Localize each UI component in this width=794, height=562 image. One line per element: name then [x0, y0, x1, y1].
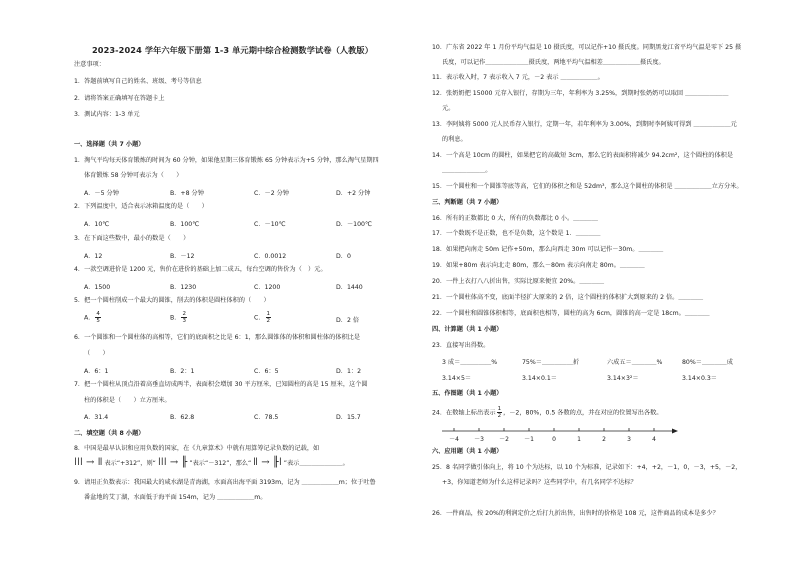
q5-option-b — [170, 311, 188, 324]
q4-option-c: C．1200 — [254, 284, 281, 291]
q1-option-a: A．－5 分钟 — [84, 190, 119, 197]
fraction-denominator: 2 — [266, 318, 271, 324]
q7-option-b: B．62.8 — [170, 414, 195, 421]
q3-option-c: C．0.0012 — [254, 253, 287, 260]
number-line-tick-label: 2 — [602, 436, 606, 443]
rod-numeral-1: ǀǀǀ → ǁ — [74, 457, 103, 468]
q23-line1: 23．直接写出得数。 — [432, 342, 490, 349]
section-draw: 五、作图题（共 1 小题） — [432, 390, 503, 397]
q13-line2: 的利息。 — [442, 136, 467, 143]
q7-option-a: A．31.4 — [84, 414, 109, 421]
q23-item-1: 3 成＝＿＿＿＿＿% — [442, 359, 498, 366]
q8-line1: 8．中国是最早认识和应用负数的国家，在《九章算术》中就有用算筹记录负数的记载，如 — [74, 445, 320, 452]
q7-option-c: C．78.5 — [254, 414, 279, 421]
q1-line1: 1．淘气平均每天体育锻炼的时间为 60 分钟，如果他星期三体育锻炼 65 分钟表示为+5 分钟，那么淘气星期四 — [74, 157, 379, 164]
q5-option-a-fraction — [95, 311, 101, 324]
number-line-tick-label: －1 — [524, 436, 534, 443]
section-fill: 二、填空题（共 8 小题） — [74, 430, 145, 437]
q24-text-b: ，－2，80%，0.5 各数的点，并在对应的位置写出各数。 — [503, 409, 663, 417]
q4-line1: 4．一款空调进价是 1200 元，售价在进价的基础上加二成五，每台空调的售价为（ ）元。 — [74, 266, 327, 273]
q5-option-b-fraction — [181, 311, 187, 324]
q24-fraction — [497, 406, 503, 419]
q17: 17．一个数既不是正数，也不是负数，这个数是 1．＿＿＿＿ — [432, 230, 601, 237]
q5-option-a-label: A． — [84, 314, 95, 322]
q6-option-b: B．2：1 — [170, 368, 195, 375]
q2-option-c: C．－10℃ — [254, 221, 286, 228]
q4-option-d: D．1440 — [336, 284, 363, 291]
q26: 26．一件商品，按 20%的利润定价之后打九折出售，出售时的价格是 108 元，这件商品的成本是多少？ — [432, 510, 719, 517]
q5-option-b-label: B． — [170, 314, 181, 322]
q24-text-a: 24．在数轴上标出表示 — [432, 409, 496, 417]
q14-line2: ＿＿＿＿＿＿＿。 — [442, 167, 492, 174]
q23-item-3: 六成五＝＿＿＿＿% — [607, 359, 663, 366]
number-line-tick-label: 3 — [627, 436, 631, 443]
q23-item-2: 75%＝＿＿＿＿＿折 — [522, 359, 580, 366]
q10-line2: 氏度，可以记作＿＿＿＿＿＿＿摄氏度，两地平均气温相差＿＿＿＿＿＿摄氏度。 — [442, 59, 665, 66]
notice-1: 1．答题前填写自己的姓名、班级、考号等信息 — [74, 78, 202, 85]
q1-option-d: D．+2 分钟 — [336, 190, 371, 197]
exam-title: 2023-2024 学年六年级下册第 1-3 单元期中综合检测数学试卷（人教版） — [92, 45, 374, 55]
q25-line1: 25．8 名同学做引体向上，将 10 个为达标，以 10 个为标准，记录如下：+4，+2，－1，0，－3，+5，－2， — [432, 464, 742, 471]
q13-line1: 13．李阿姨将 5000 元人民币存入银行，定期一年，若年利率为 3.00%，到期时李阿姨可得到 ＿＿＿＿＿＿元 — [432, 121, 737, 128]
section-judge: 三、判断题（共 7 小题） — [432, 199, 503, 206]
q1-option-c: C．－2 分钟 — [254, 190, 289, 197]
q9-line2: 番盆地的艾丁湖，水面低于海平面 154m，记为 ＿＿＿＿＿＿m。 — [84, 494, 267, 501]
q2-option-b: B．100℃ — [170, 221, 200, 228]
q25-line2: +3，你知道老师为什么这样记录吗？这些同学中，有几名同学不达标？ — [442, 479, 637, 486]
section-choice: 一、选择题（共 7 小题） — [74, 141, 145, 148]
q22: 22．一个圆柱和圆锥体积相等，底面积也相等，圆柱的高为 6cm，圆锥的高一定是 18cm。＿＿＿＿ — [432, 310, 710, 317]
q7-line2: 柱的体积是（ ）立方厘米。 — [84, 397, 171, 404]
q11-line1: 11．表示收入时，7 表示收入 7 元，－2 表示 ＿＿＿＿＿＿。 — [432, 74, 604, 81]
q23-item-4: 80%＝＿＿＿＿成 — [682, 359, 733, 366]
number-line-tick-label: －4 — [449, 436, 459, 443]
q5-option-c-label: C． — [254, 314, 265, 322]
number-line-tick-label: 4 — [652, 436, 656, 443]
q15-line1: 15．一个圆柱和一个圆锥等底等高，它们的体积之和是 52dm³，那么这个圆柱的体积是 ＿＿＿＿＿＿立方分米。 — [432, 183, 743, 190]
number-line-tick-label: －2 — [499, 436, 509, 443]
q3-option-d: D．0 — [336, 253, 351, 260]
q6-option-d: D．1：2 — [336, 368, 362, 375]
q7-line1: 7．把一个圆柱从顶点沿着高垂直切成两半，表面积会增加 30 平方厘米，已知圆柱的高是 15 厘米，这个圆 — [74, 381, 368, 388]
q23-item-8: 3.14×0.3＝ — [682, 375, 717, 382]
q5-option-d: D．2 倍 — [336, 317, 360, 324]
q2-line1: 2．下列温度中，适合表示冰箱温度的是（ ） — [74, 203, 208, 210]
q12-line2: 元。 — [442, 105, 455, 112]
q6-line2: （ ） — [84, 350, 109, 357]
q9-line1: 9．请用正负数表示：我国最大的咸水湖是青海湖，水面高出海平面 3193m，记为 ＿＿＿＿＿＿m；位于吐鲁 — [74, 479, 376, 486]
number-line-tick-label: 0 — [552, 436, 556, 443]
q2-option-a: A．10℃ — [84, 221, 110, 228]
q3-line1: 3．在下面这些数中，最小的数是（ ） — [74, 235, 190, 242]
q21: 21．一个圆柱体高不变，底面半径扩大原来的 2 倍，这个圆柱的体积扩大到原来的 2 倍。＿＿＿＿ — [432, 294, 704, 301]
q18: 18．如果把向南走 50m 记作+50m，那么向西走 30m 可以记作－30m。＿＿＿＿ — [432, 246, 664, 253]
q8-text-3: ”表示＿＿＿＿＿＿＿。 — [283, 460, 349, 467]
notice-3: 3．测试内容：1-3 单元 — [74, 111, 140, 118]
q8-text-2: ”表示“－312”，那么“ — [189, 460, 252, 467]
q5-option-a — [84, 311, 102, 324]
q16: 16．所有的正数都比 0 大，所有的负数都比 0 小。＿＿＿＿ — [432, 215, 598, 222]
notice-2: 2．请将答案正确填写在答题卡上 — [74, 95, 165, 102]
fraction-denominator: 5 — [96, 318, 100, 324]
q7-option-d: D．15.7 — [336, 414, 361, 421]
q5-option-c — [254, 311, 272, 324]
q6-option-c: C．6：5 — [254, 368, 279, 375]
q5-line1: 5．把一个圆柱削成一个最大的圆锥，削去的体积是圆柱体积的（ ） — [74, 297, 270, 304]
q10-line1: 10．广东省 2022 年 1 月份平均气温是 10 摄氏度，可以记作+10 摄氏度。同期黑龙江省平均气温是零下 25 摄 — [432, 44, 742, 51]
q5-option-c-fraction — [266, 311, 272, 324]
section-calc: 四、计算题（共 1 小题） — [432, 326, 503, 333]
number-line-arrow — [672, 429, 678, 434]
q23-item-6: 3.14×0.1＝ — [522, 375, 557, 382]
q24-line1 — [432, 406, 663, 419]
fraction-numerator: 2 — [182, 311, 186, 317]
fraction-denominator: 3 — [182, 318, 186, 324]
fraction-numerator: 1 — [497, 406, 502, 412]
q1-option-b: B．+8 分钟 — [170, 190, 204, 197]
q23-item-7: 3.14×3²＝ — [607, 375, 639, 382]
q3-option-b: B．－12 — [170, 253, 195, 260]
q12-line1: 12．张奶奶把 15000 元存入银行，存期为三年，年利率为 3.25%，到期时张奶奶可以取回 ＿＿＿＿＿＿＿ — [432, 90, 729, 97]
number-line-tick-label: 1 — [577, 436, 581, 443]
notice-heading: 注意事项： — [74, 61, 105, 68]
q4-option-b: B．1230 — [170, 284, 197, 291]
q8-line2 — [74, 459, 349, 468]
number-line — [442, 424, 682, 446]
q6-line1: 6．一个圆锥和一个圆柱体的高相等，它们的底面积之比是 6：1，那么圆锥体的体积和圆柱体的体积比是 — [74, 334, 361, 341]
rod-numeral-3: ǁ → ╟ǀ — [253, 457, 282, 468]
q23-item-5: 3.14×5＝ — [442, 375, 472, 382]
q8-text-1: 表示“+312”，则“ — [104, 460, 156, 467]
fraction-numerator: 1 — [266, 311, 271, 317]
fraction-numerator: 4 — [96, 311, 100, 317]
q4-option-a: A．1500 — [84, 284, 111, 291]
q6-option-a: A．6：1 — [84, 368, 109, 375]
number-line-tick-label: －3 — [474, 436, 484, 443]
q19: 19．如果+80m 表示向北走 80m，那么－80m 表示向南走 80m。＿＿＿＿ — [432, 262, 645, 269]
q1-line2: 体育锻炼 58 分钟可表示为（ ） — [84, 172, 183, 179]
q20: 20．一件上衣打八八折出售，实际比原来便宜 20%。＿＿＿＿ — [432, 278, 605, 285]
section-app: 六、应用题（共 1 小题） — [432, 448, 503, 455]
q14-line1: 14．一个高是 10cm 的圆柱，如果把它的高截短 3cm，那么它的表面积将减少 94.2cm²，这个圆柱的体积是 — [432, 152, 734, 159]
q2-option-d: D．－100℃ — [336, 221, 372, 228]
q3-option-a: A．12 — [84, 253, 103, 260]
rod-numeral-2: ǀǀǀ → ╟ — [157, 457, 188, 468]
fraction-denominator: 2 — [497, 413, 502, 419]
